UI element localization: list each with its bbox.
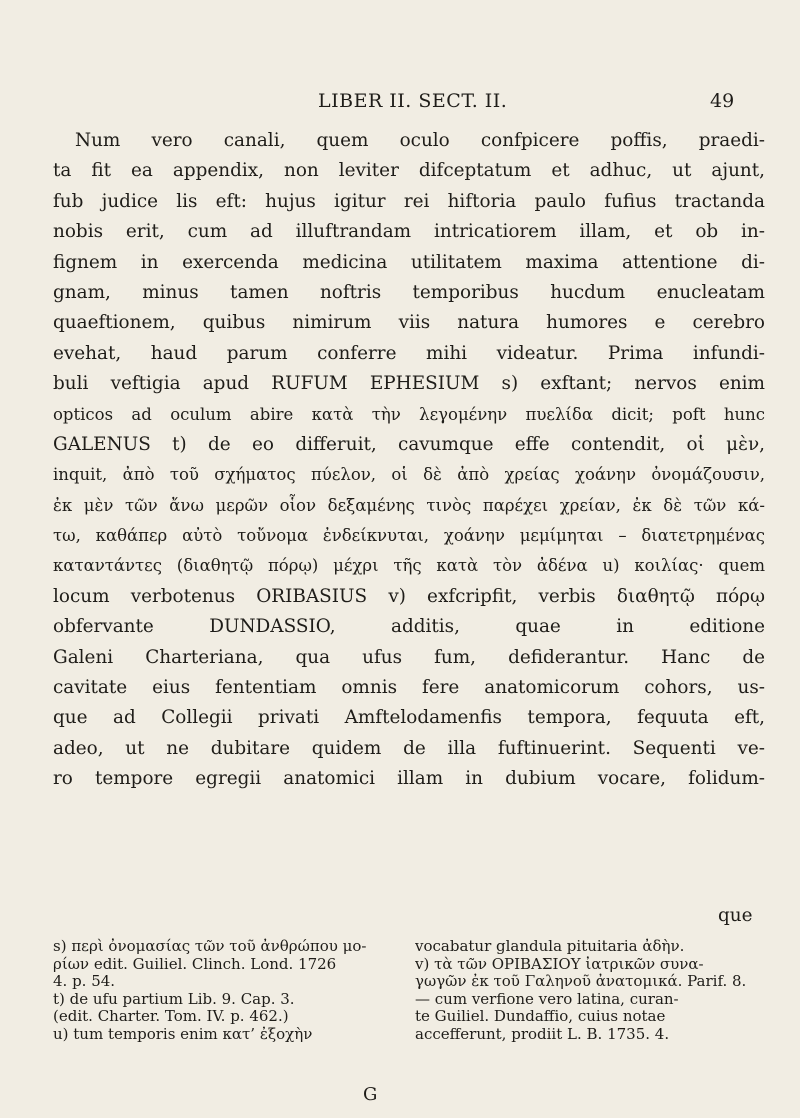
footnote-line: γωγῶν ἐκ τοῦ Γαληνοῦ ἀνατομικά. Parif. 8. — [415, 973, 747, 991]
footnote-line: te Guiliel. Dundaffio, cuius notae — [415, 1008, 666, 1026]
text-line: inquit, ἀπὸ τοῦ σχήματος πύελον, οἱ δὲ ἀπὸ χρείας χοάνην ὀνομάζουσιν, — [53, 465, 765, 485]
text-line: obfervante DUNDASSIO, additis, quae in editione — [53, 616, 765, 638]
footnote-line: ρίων edit. Guiliel. Clinch. Lond. 1726 — [53, 955, 337, 973]
footnote-line: v) τὰ τῶν ΟΡΙΒΑΣΙΟΥ ἰατρικῶν συνα- — [415, 955, 704, 973]
text-line: cavitate eius fententiam omnis fere anatomicorum cohors, us- — [53, 677, 765, 699]
footnote-line: vocabatur glandula pituitaria ἀδὴν. — [415, 938, 685, 955]
running-head — [0, 86, 800, 116]
footnotes-left-column — [53, 938, 393, 1044]
text-line: καταντάντες (διαθητῷ πόρῳ) μέχρι τῆς κατὰ τὸν ἀδένα u) κοιλίας· quem — [53, 556, 765, 576]
text-line: Galeni Charteriana, qua ufus fum, defiderantur. Hanc de — [53, 646, 765, 668]
text-line: fignem in exercenda medicina utilitatem maxima attentione di- — [53, 251, 765, 273]
footnote-line: 4. p. 54. — [53, 973, 116, 991]
text-line: adeo, ut ne dubitare quidem de illa fuftinuerint. Sequenti ve- — [53, 737, 765, 759]
footnote-line: s) περὶ ὀνομασίας τῶν τοῦ ἀνθρώπου μο- — [53, 938, 367, 955]
footnotes-right-column — [415, 938, 769, 1044]
page-number: 49 — [710, 90, 735, 112]
footnote-line: t) de ufu partium Lib. 9. Cap. 3. — [53, 990, 295, 1008]
footnote-line: — cum verfione vero latina, curan- — [415, 990, 679, 1008]
text-line: ta fit ea appendix, non leviter difceptatum et adhuc, ut ajunt, — [53, 160, 765, 182]
catchword: que — [718, 905, 753, 926]
footnotes — [53, 938, 765, 1088]
text-line: quaeftionem, quibus nimirum viis natura humores e cerebro — [53, 312, 765, 334]
text-line: buli veftigia apud RUFUM EPHESIUM s) exftant; nervos enim — [53, 373, 765, 395]
body-text — [53, 126, 765, 795]
text-line: gnam, minus tamen noftris temporibus hucdum enucleatam — [53, 281, 765, 303]
text-line: evehat, haud parum conferre mihi videatur. Prima infundi- — [53, 342, 765, 364]
footnote-line: (edit. Charter. Tom. IV. p. 462.) — [53, 1008, 289, 1026]
running-head-title: LIBER II. SECT. II. — [318, 90, 508, 112]
text-line: ro tempore egregii anatomici illam in dubium vocare, folidum- — [53, 768, 765, 790]
signature-mark: G — [363, 1084, 378, 1105]
text-line: que ad Collegii privati Amftelodamenfis tempora, fequuta eft, — [53, 707, 765, 729]
text-line: fub judice lis eft: hujus igitur rei hiftoria paulo fufius tractanda — [53, 190, 765, 212]
text-line: locum verbotenus ORIBASIUS v) exfcripfit, verbis διαθητῷ πόρῳ — [53, 585, 765, 607]
text-line: Num vero canali, quem oculo confpicere poffis, praedi- — [75, 130, 765, 151]
text-line: nobis erit, cum ad illuftrandam intricatiorem illam, et ob in- — [53, 221, 765, 243]
text-line: τω, καθάπερ αὐτὸ τοὔνομα ἐνδείκνυται, χοάνην μεμίμηται – διατετρημένας — [53, 526, 765, 546]
text-line: GALENUS t) de eo differuit, cavumque effe contendit, οἱ μὲν, — [53, 433, 765, 455]
text-line: opticos ad oculum abire κατὰ τὴν λεγομένην πυελίδα dicit; poft hunc — [53, 404, 765, 424]
text-line: ἐκ μὲν τῶν ἄνω μερῶν οἷον δεξαμένης τινὸς παρέχει χρείαν, ἐκ δὲ τῶν κά- — [53, 495, 765, 515]
footnote-line: accefferunt, prodiit L. B. 1735. 4. — [415, 1025, 670, 1043]
footnote-line: u) tum temporis enim κατ’ ἐξοχὴν — [53, 1025, 313, 1043]
